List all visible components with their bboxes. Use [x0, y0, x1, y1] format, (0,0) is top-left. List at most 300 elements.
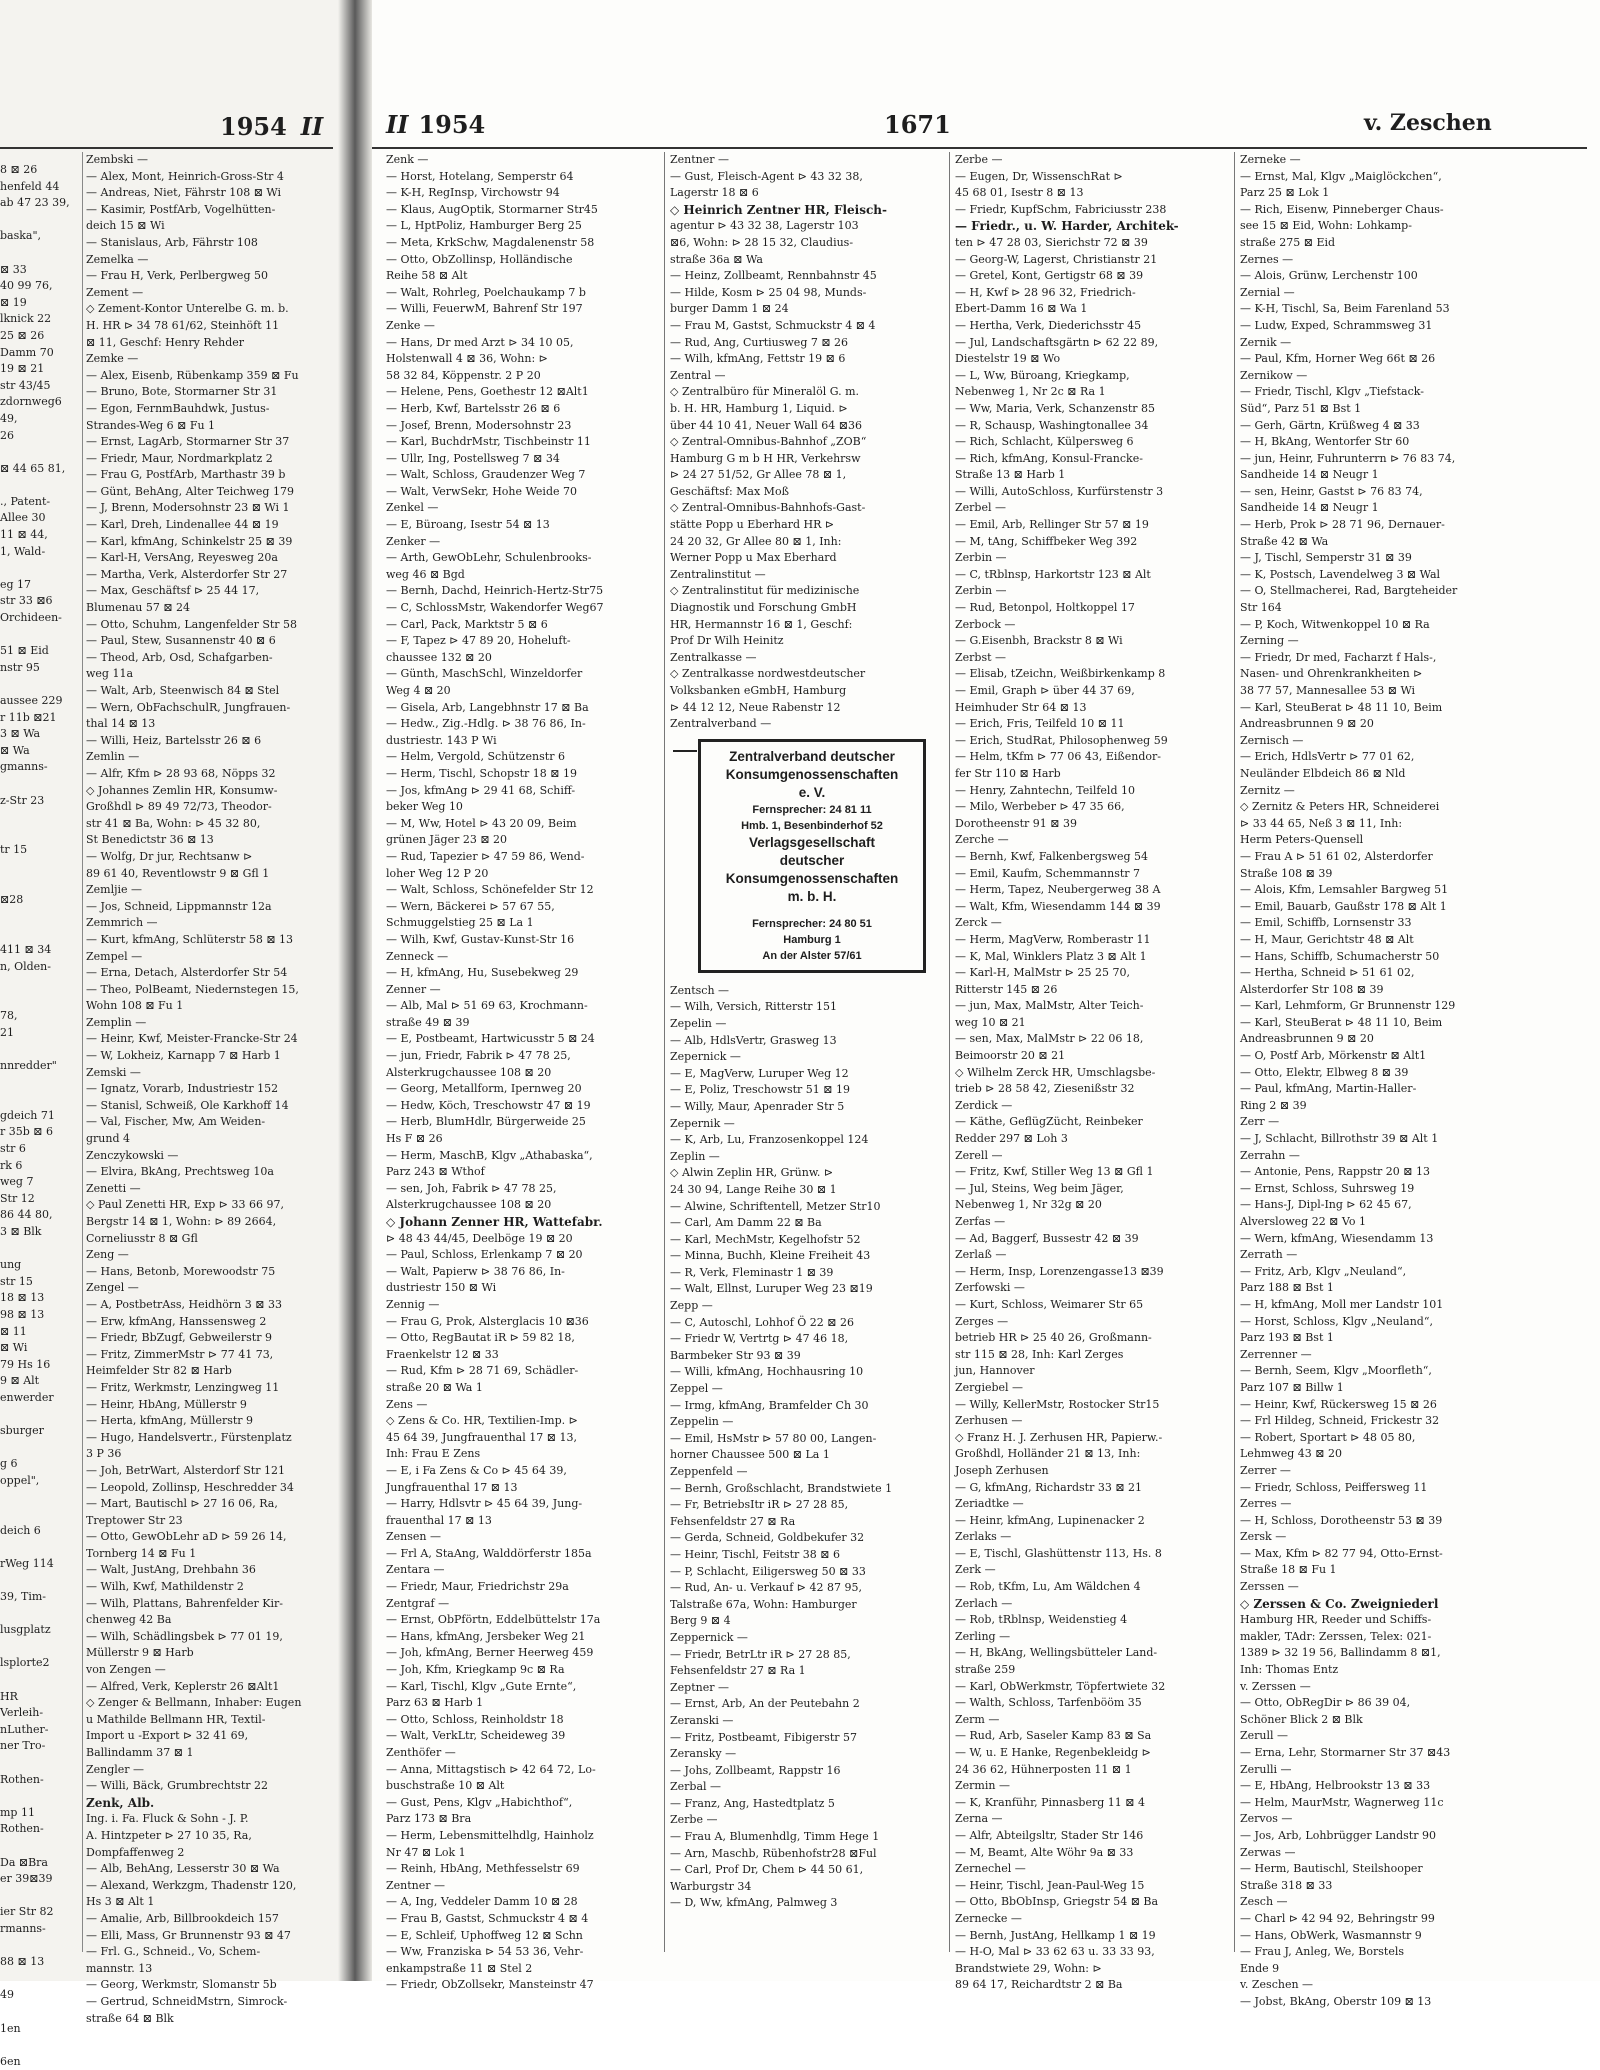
directory-entry-line: ab 47 23 39, — [0, 196, 70, 210]
directory-entry-line: 86 44 80, — [0, 1208, 53, 1222]
directory-entry-line: — Heinz, Zollbeamt, Rennbahnstr 45 — [670, 269, 877, 283]
directory-entry-line: — Alwine, Schriftentell, Metzer Str10 — [670, 1199, 881, 1213]
ad-address: Hmb. 1, Besenbinderhof 52 — [741, 819, 883, 832]
directory-entry-line: Holstenwall 4 ⊠ 36, Wohn: ⊳ — [386, 352, 548, 366]
directory-entry-line: — Emil, Kaufm, Schemmannstr 7 — [955, 866, 1141, 880]
column-divider — [1234, 152, 1235, 1952]
directory-entry-line: Neuländer Elbdeich 86 ⊠ Nld — [1240, 766, 1406, 780]
directory-entry-line: — Rob, tKfm, Lu, Am Wäldchen 4 — [955, 1580, 1141, 1594]
surname-heading: Zement — — [86, 285, 144, 299]
directory-entry-line: Rothen- — [0, 1822, 44, 1836]
directory-entry-line: — Friedr, ObZollsekr, Mansteinstr 47 — [386, 1978, 594, 1992]
surname-heading: Zerbin — — [955, 551, 1007, 565]
directory-entry-line: — Rud, Ang, Curtiusweg 7 ⊠ 26 — [670, 335, 849, 349]
directory-entry-line: Nebenweg 1, Nr 2c ⊠ Ra 1 — [955, 385, 1106, 399]
directory-entry-line: — Ernst, Schloss, Suhrsweg 19 — [1240, 1181, 1415, 1195]
directory-entry-line: — Friedr W, Vertrtg ⊳ 47 46 18, — [670, 1332, 849, 1346]
directory-entry-line: — E, MagVerw, Luruper Weg 12 — [670, 1066, 849, 1080]
directory-entry-line: — Herb, Kwf, Bartelsstr 26 ⊠ 6 — [386, 401, 561, 415]
directory-entry-line: — Frau H, Verk, Perlbergweg 50 — [86, 269, 268, 283]
directory-entry-line: — Erw, kfmAng, Hanssensweg 2 — [86, 1314, 267, 1328]
directory-entry-line: Verleih- — [0, 1706, 44, 1720]
directory-entry-line: — Alfred, Verk, Keplerstr 26 ⊠Alt1 — [86, 1679, 280, 1693]
directory-entry-line: ⊳ 33 44 65, Neß 3 ⊠ 11, Inh: — [1240, 816, 1403, 830]
directory-entry-line: weg 46 ⊠ Bgd — [386, 567, 465, 581]
surname-heading: Zentralverband — — [670, 717, 772, 731]
directory-entry-line: Straße 42 ⊠ Wa — [1240, 534, 1329, 548]
directory-entry-line: Warburgstr 34 — [670, 1879, 752, 1893]
directory-entry-line: loher Weg 12 P 20 — [386, 866, 489, 880]
ad-phone: Fernsprecher: 24 80 51 — [752, 917, 872, 930]
directory-entry-line: — Heinr, Tischl, Jean-Paul-Weg 15 — [955, 1878, 1145, 1892]
directory-entry-line: — Karl-H, MalMstr ⊳ 25 25 70, — [955, 966, 1130, 980]
directory-entry-line: — Otto, ObRegDir ⊳ 86 39 04, — [1240, 1696, 1411, 1710]
directory-entry-line: 88 ⊠ 13 — [0, 1955, 45, 1969]
directory-entry-line: Ebert-Damm 16 ⊠ Wa 1 — [955, 302, 1088, 316]
directory-entry-line: ⊠ Wi — [0, 1341, 28, 1355]
surname-heading: Zernisch — — [1240, 733, 1304, 747]
surname-heading: Zeranski — — [670, 1713, 734, 1727]
directory-entry-line: Parz 25 ⊠ Lok 1 — [1240, 186, 1330, 200]
surname-heading: Zennig — — [386, 1297, 440, 1311]
column-3 — [955, 152, 1229, 1992]
directory-entry-line: HR — [0, 1689, 18, 1703]
directory-entry-line: — E, i Fa Zens & Co ⊳ 45 64 39, — [386, 1463, 567, 1477]
directory-entry-line: — Irmg, kfmAng, Bramfelder Ch 30 — [670, 1398, 869, 1412]
directory-entry-line: Volksbanken eGmbH, Hamburg — [670, 684, 847, 697]
directory-entry-line: — Val, Fischer, Mw, Am Weiden- — [86, 1115, 266, 1129]
directory-entry-line: Lagerstr 18 ⊠ 6 — [670, 186, 759, 200]
column-divider — [949, 152, 950, 1952]
directory-entry-line: ◇ Zentralkasse nordwestdeutscher — [670, 667, 866, 681]
directory-entry-line: — O, Postf Arb, Mörkenstr ⊠ Alt1 — [1240, 1049, 1427, 1063]
directory-entry-line: — Herb, Prok ⊳ 28 71 96, Dernauer- — [1240, 518, 1445, 532]
directory-entry-line: — Otto, Schloss, Reinholdstr 18 — [386, 1712, 564, 1726]
surname-heading: Zeppernick — — [670, 1630, 748, 1644]
directory-entry-line: — Reinh, HbAng, Methfesselstr 69 — [386, 1862, 580, 1876]
header-rule — [372, 147, 1587, 149]
directory-entry-line: enkampstraße 11 ⊠ Stel 2 — [386, 1961, 533, 1975]
directory-entry-line: aussee 229 — [0, 694, 63, 707]
directory-entry-line: Wohn 108 ⊠ Fu 1 — [86, 999, 184, 1013]
directory-entry-line: — Wilh, kfmAng, Fettstr 19 ⊠ 6 — [670, 352, 846, 366]
directory-entry-line: — Karl, ObWerkmstr, Töpfertwiete 32 — [955, 1679, 1166, 1693]
directory-entry-line: — Walt, Schloss, Schönefelder Str 12 — [386, 883, 594, 897]
directory-entry-line: Brandstwiete 29, Wohn: ⊳ — [955, 1961, 1102, 1975]
directory-entry-line: — K-H, RegInsp, Virchowstr 94 — [386, 186, 560, 200]
directory-entry-line: Fraenkelstr 12 ⊠ 33 — [386, 1347, 499, 1361]
directory-entry-line: — Rud, An- u. Verkauf ⊳ 42 87 95, — [670, 1581, 862, 1595]
directory-entry-line: — Otto, Elektr, Elbweg 8 ⊠ 39 — [1240, 1065, 1409, 1079]
directory-entry-line: Import u -Export ⊳ 32 41 69, — [86, 1729, 249, 1743]
directory-entry-line: Alsterkrugchaussee 108 ⊠ 20 — [386, 1198, 552, 1212]
directory-entry-line: frauenthal 17 ⊠ 13 — [386, 1513, 492, 1527]
directory-entry-line: — Henry, Zahntechn, Teilfeld 10 — [955, 783, 1135, 797]
directory-entry-line: — Rich, Eisenw, Pinneberger Chaus- — [1240, 202, 1444, 216]
directory-entry-line: — Willi, FeuerwM, Bahrenf Str 197 — [386, 302, 583, 316]
directory-entry-line: Prof Dr Wilh Heinitz — [670, 634, 784, 648]
directory-entry-line: — J, Schlacht, Billrothstr 39 ⊠ Alt 1 — [1240, 1132, 1439, 1146]
directory-entry-line: str 43/45 — [0, 378, 51, 392]
directory-entry-line: ◇ Zentralinstitut für medizinische — [670, 584, 860, 598]
surname-heading: Zerrer — — [1240, 1463, 1291, 1477]
directory-entry-line — [0, 2004, 80, 2021]
surname-heading: Zeptner — — [670, 1680, 729, 1694]
directory-entry-line: — Wern, Bäckerei ⊳ 57 67 55, — [386, 899, 555, 913]
directory-entry-line: — Frau A ⊳ 51 61 02, Alsterdorfer — [1240, 849, 1433, 863]
directory-entry-line: er 39⊠39 — [0, 1872, 53, 1886]
directory-entry-line: lknick 22 — [0, 312, 52, 326]
directory-entry-line — [0, 1606, 80, 1623]
directory-entry-line: — Gertrud, SchneidMstrn, Simrock- — [86, 1994, 288, 2008]
directory-entry-line: lusgplatz — [0, 1623, 51, 1637]
directory-entry-line: ier Str 82 — [0, 1905, 54, 1919]
directory-entry-line: Sandheide 14 ⊠ Neugr 1 — [1240, 501, 1379, 515]
directory-entry-line — [0, 1539, 80, 1556]
directory-entry-line — [0, 1506, 80, 1523]
directory-entry-line: Dompfaffenweg 2 — [86, 1845, 185, 1859]
directory-entry-line: — Herb, BlumHdlr, Bürgerweide 25 — [386, 1115, 586, 1129]
directory-entry-line: — Friedr, Schloss, Peiffersweg 11 — [1240, 1480, 1428, 1494]
directory-entry-line: Jungfrauenthal 17 ⊠ 13 — [386, 1480, 518, 1494]
surname-heading: Zeplin — — [670, 1149, 720, 1163]
directory-entry-line — [0, 560, 80, 577]
directory-entry-line: ⊳ 44 12 12, Neue Rabenstr 12 — [670, 700, 841, 714]
surname-heading: Zentralkasse — — [670, 650, 757, 664]
directory-entry-line: Nr 47 ⊠ Lok 1 — [386, 1845, 466, 1859]
directory-entry-line: — Otto, BbObInsp, Griegstr 54 ⊠ Ba — [955, 1895, 1159, 1909]
surname-heading: Zerull — — [1240, 1729, 1289, 1743]
ad-name-line: Zentralverband deutscher — [729, 748, 895, 764]
directory-entry-line: — Hans, Betonb, Morewoodstr 75 — [86, 1264, 276, 1278]
directory-entry-line: burger Damm 1 ⊠ 24 — [670, 302, 789, 316]
directory-entry-line — [0, 859, 80, 876]
directory-entry-line: — Otto, GewObLehr aD ⊳ 59 26 14, — [86, 1530, 287, 1544]
surname-heading: Zenetti — — [86, 1181, 141, 1195]
directory-entry-line: — Fritz, ZimmerMstr ⊳ 77 41 73, — [86, 1347, 274, 1361]
directory-entry-line: Inh: Thomas Entz — [1240, 1663, 1339, 1677]
directory-entry-line: — Jos, Arb, Lohbrügger Landstr 90 — [1240, 1828, 1436, 1842]
directory-entry-line: — Klaus, AugOptik, Stormarner Str45 — [386, 202, 598, 216]
directory-entry-line: — Alex, Eisenb, Rübenkamp 359 ⊠ Fu — [86, 368, 299, 382]
surname-heading: Zerrahn — — [1240, 1148, 1300, 1162]
directory-entry-line: — Jobst, BkAng, Oberstr 109 ⊠ 13 — [1240, 1994, 1432, 2008]
directory-entry-line: — Karl, MechMstr, Kegelhofstr 52 — [670, 1232, 861, 1246]
directory-entry-line: Blumenau 57 ⊠ 24 — [86, 601, 191, 615]
directory-entry-line: — Frau G, PostfArb, Marthastr 39 b — [86, 468, 286, 482]
left-page-header — [220, 112, 323, 141]
directory-entry-line: Rothen- — [0, 1772, 44, 1786]
directory-entry-line: — M, tAng, Schiffbeker Weg 392 — [955, 534, 1138, 548]
directory-entry-line: — Hans, Dr med Arzt ⊳ 34 10 05, — [386, 335, 574, 349]
directory-entry-line: — Willi, Heiz, Bartelsstr 26 ⊠ 6 — [86, 733, 262, 747]
directory-entry-line: ◇ Heinrich Zentner HR, Fleisch- — [670, 202, 887, 217]
directory-entry-line: — Heinr, Kwf, Meister-Francke-Str 24 — [86, 1032, 298, 1046]
directory-entry-line: — Bernh, Dachd, Heinrich-Hertz-Str75 — [386, 584, 604, 598]
ad-company-line: m. b. H. — [787, 888, 837, 904]
directory-entry-line: — Gretel, Kont, Gertigstr 68 ⊠ 39 — [955, 269, 1144, 283]
directory-entry-line: grund 4 — [86, 1132, 131, 1146]
surname-heading: Zerbe — — [955, 153, 1003, 166]
directory-entry-line: — Walt, Ellnst, Luruper Weg 23 ⊠19 — [670, 1282, 873, 1296]
directory-entry-line: — Jos, Schneid, Lippmannstr 12a — [86, 899, 272, 913]
directory-entry-line: — Friedr, BetrLtr iR ⊳ 27 28 85, — [670, 1647, 851, 1661]
surname-heading: Zeppel — — [670, 1382, 723, 1396]
surname-heading: Zerres — — [1240, 1497, 1292, 1511]
directory-entry-line: — Friedr., u. W. Harder, Architek- — [955, 219, 1179, 234]
directory-entry-line: Alsterdorfer Str 108 ⊠ 39 — [1240, 982, 1384, 996]
directory-entry-line: — W, Lokheiz, Karnapp 7 ⊠ Harb 1 — [86, 1049, 281, 1063]
directory-entry-line: — Gust, Pens, Klgv „Habichthof“, — [386, 1795, 573, 1809]
directory-entry-line — [0, 925, 80, 942]
directory-entry-line: — Wilh, Kwf, Mathildenstr 2 — [86, 1580, 244, 1594]
directory-entry-line: Hamburg HR, Reeder und Schiffs- — [1240, 1613, 1432, 1627]
directory-entry-line: — Herta, kfmAng, Müllerstr 9 — [86, 1414, 254, 1428]
directory-entry-line: straße 20 ⊠ Wa 1 — [386, 1380, 483, 1394]
directory-entry-line: Str 164 — [1240, 601, 1282, 615]
directory-entry-line: — Frl Hildeg, Schneid, Frickestr 32 — [1240, 1414, 1440, 1428]
directory-entry-line: — Hilde, Kosm ⊳ 25 04 98, Munds- — [670, 285, 867, 299]
directory-entry-line: Str 12 — [0, 1191, 35, 1205]
directory-entry-line: — Otto, Schuhm, Langenfelder Str 58 — [86, 617, 298, 631]
directory-entry-line — [0, 477, 80, 494]
directory-entry-line: — sen, Max, MalMstr ⊳ 22 06 18, — [955, 1032, 1144, 1046]
surname-heading: Zerssen — — [1240, 1580, 1299, 1594]
surname-heading: Zeppenfeld — — [670, 1465, 748, 1478]
surname-heading: Zens — — [386, 1397, 428, 1411]
surname-heading: Zerell — — [955, 1148, 1003, 1162]
directory-entry-line: — Kurt, kfmAng, Schlüterstr 58 ⊠ 13 — [86, 932, 294, 946]
directory-entry-line: — G.Eisenbh, Brackstr 8 ⊠ Wi — [955, 634, 1123, 648]
directory-entry-line: 411 ⊠ 34 — [0, 942, 52, 956]
left-header-rule — [0, 147, 333, 149]
surname-heading: Zernechel — — [955, 1862, 1026, 1876]
directory-entry-line: Weg 4 ⊠ 20 — [386, 684, 451, 697]
directory-entry-line: — Alois, Grünw, Lerchenstr 100 — [1240, 269, 1418, 283]
surname-heading: Zentara — — [386, 1563, 445, 1577]
surname-heading: Zergiebel — — [955, 1380, 1024, 1394]
directory-entry-line — [0, 975, 80, 992]
directory-entry-line: — Mart, Bautischl ⊳ 27 16 06, Ra, — [86, 1497, 278, 1511]
directory-entry-line: weg 11a — [86, 667, 134, 681]
surname-heading: Zernitz — — [1240, 783, 1295, 797]
directory-entry-line: — Joh, BetrWart, Alsterdorf Str 121 — [86, 1463, 285, 1477]
directory-entry-line: ◇ Zerssen & Co. Zweigniederl — [1240, 1596, 1439, 1611]
directory-entry-line: — Alois, Kfm, Lemsahler Bargweg 51 — [1240, 883, 1449, 897]
directory-entry-line: 89 61 40, Reventlowstr 9 ⊠ Gfl 1 — [86, 866, 270, 880]
directory-entry-line: 39, Tim- — [0, 1590, 46, 1604]
directory-entry-line: — E, Tischl, Glashüttenstr 113, Hs. 8 — [955, 1546, 1162, 1560]
directory-entry-line: Müllerstr 9 ⊠ Harb — [86, 1646, 194, 1660]
directory-entry-line: — Robert, Sportart ⊳ 48 05 80, — [1240, 1430, 1416, 1444]
directory-entry-line: — Hans-J, Dipl-Ing ⊳ 62 45 67, — [1240, 1198, 1412, 1212]
directory-entry-line: — Arth, GewObLehr, Schulenbrooks- — [386, 551, 592, 565]
directory-entry-line: Parz 243 ⊠ Wthof — [386, 1165, 485, 1179]
directory-entry-line: — E, Büroang, Isestr 54 ⊠ 13 — [386, 518, 550, 532]
directory-entry-line: — jun, Heinr, Fuhrunterrn ⊳ 76 83 74, — [1240, 451, 1456, 465]
directory-entry-line — [0, 1838, 80, 1855]
directory-entry-line: — Helm, tKfm ⊳ 77 06 43, Eißendor- — [955, 750, 1161, 764]
directory-entry-line: — Carl, Pack, Marktstr 5 ⊠ 6 — [386, 617, 548, 631]
directory-entry-line: ⊳ 24 27 51/52, Gr Allee 78 ⊠ 1, — [670, 468, 847, 482]
directory-entry-line: str 33 ⊠6 — [0, 594, 53, 608]
directory-entry-line: Schmuggelstieg 25 ⊠ La 1 — [386, 916, 534, 930]
directory-entry-line: — G, kfmAng, Richardstr 33 ⊠ 21 — [955, 1480, 1143, 1494]
surname-heading: Zesch — — [1240, 1895, 1288, 1909]
directory-entry-line: g 6 — [0, 1457, 18, 1471]
directory-entry-line: — Friedr, KupfSchm, Fabriciusstr 238 — [955, 202, 1167, 216]
directory-entry-line: — Willy, KellerMstr, Rostocker Str15 — [955, 1397, 1160, 1411]
directory-entry-line — [0, 1075, 80, 1092]
directory-entry-line: — Walt, JustAng, Drehbahn 36 — [86, 1563, 256, 1577]
surname-heading: Zerdick — — [955, 1098, 1013, 1112]
directory-entry-line: — Minna, Buchh, Kleine Freiheit 43 — [670, 1249, 871, 1263]
advertisement-box — [698, 739, 926, 973]
column-2 — [670, 152, 944, 1952]
directory-entry-line: Beimoorstr 20 ⊠ 21 — [955, 1049, 1066, 1063]
surname-heading: Zerbock — — [955, 617, 1016, 631]
directory-entry-line: — Charl ⊳ 42 94 92, Behringstr 99 — [1240, 1911, 1435, 1925]
surname-heading: Zeriadtke — — [955, 1497, 1024, 1511]
directory-entry-line: — Frl A, StaAng, Walddörferstr 185a — [386, 1546, 592, 1560]
directory-entry-line: — Otto, ObZollinsp, Holländische — [386, 252, 573, 266]
directory-entry-line: — Herm, Lebensmittelhdlg, Hainholz — [386, 1828, 594, 1842]
directory-entry-line: — C, tRblnsp, Harkortstr 123 ⊠ Alt — [955, 567, 1151, 581]
directory-entry-line: 38 77 57, Mannesallee 53 ⊠ Wi — [1240, 684, 1416, 697]
surname-heading: Zerbe — — [670, 1813, 718, 1827]
surname-heading: Zenthöfer — — [386, 1746, 456, 1759]
directory-entry-line — [0, 992, 80, 1009]
directory-entry-line: r 35b ⊠ 6 — [0, 1125, 54, 1139]
surname-heading: Zemelka — — [86, 252, 149, 266]
surname-heading: Zentgraf — — [386, 1596, 450, 1610]
directory-entry-line: — Egon, FernmBauhdwk, Justus- — [86, 401, 270, 415]
directory-entry-line: ◇ Johannes Zemlin HR, Konsumw- — [86, 783, 278, 797]
surname-heading: Zerrenner — — [1240, 1347, 1312, 1361]
directory-entry-line: 21 — [0, 1025, 14, 1039]
directory-entry-line: 1en — [0, 2021, 21, 2035]
directory-entry-line: str 41 ⊠ Ba, Wohn: ⊳ 45 32 80, — [86, 816, 261, 830]
directory-entry-line: — Hedw, Köch, Treschowstr 47 ⊠ 19 — [386, 1098, 591, 1112]
surname-heading: Zernial — — [1240, 285, 1295, 299]
directory-entry-line: ⊠ 19 — [0, 295, 27, 309]
directory-entry-line: jun, Hannover — [955, 1364, 1035, 1378]
directory-entry-line: Parz 193 ⊠ Bst 1 — [1240, 1331, 1334, 1345]
directory-entry-line: — Erich, HdlsVertr ⊳ 77 01 62, — [1240, 750, 1415, 764]
header-issue — [386, 110, 485, 139]
surname-heading: Zenneck — — [386, 949, 449, 963]
directory-entry-line: — Rud, Tapezier ⊳ 47 59 86, Wend- — [386, 849, 585, 863]
directory-entry-line: nstr 95 — [0, 660, 40, 674]
directory-entry-line: — A, PostbetrAss, Heidhörn 3 ⊠ 33 — [86, 1297, 282, 1311]
directory-entry-line: — Frl. G., Schneid., Vo, Schem- — [86, 1945, 261, 1959]
directory-entry-line: deich 15 ⊠ Wi — [86, 219, 165, 233]
directory-entry-line: — H, kfmAng, Hu, Susebekweg 29 — [386, 966, 579, 980]
directory-entry-line: Geschäftsf: Max Moß — [670, 484, 789, 498]
surname-heading: v. Zerssen — — [1240, 1679, 1311, 1693]
directory-entry-line: see 15 ⊠ Eid, Wohn: Lohkamp- — [1240, 219, 1412, 233]
directory-entry-line: — K, Postsch, Lavendelweg 3 ⊠ Wal — [1240, 567, 1441, 581]
directory-entry-line: 45 64 39, Jungfrauenthal 17 ⊠ 13, — [386, 1430, 577, 1444]
directory-entry-line: — Gust, Fleisch-Agent ⊳ 43 32 38, — [670, 169, 863, 183]
directory-entry-line — [0, 1938, 80, 1955]
directory-entry-line: Joseph Zerhusen — [955, 1463, 1049, 1477]
directory-entry-line: ◇ Zenger & Bellmann, Inhaber: Eugen — [86, 1696, 302, 1710]
directory-entry-line: — Meta, KrkSchw, Magdalenenstr 58 — [386, 235, 595, 249]
directory-entry-line: — W, u. E Hanke, Regenbekleidg ⊳ — [955, 1746, 1151, 1759]
surname-heading: Zerbel — — [955, 501, 1006, 515]
directory-entry-line: — Ww, Franziska ⊳ 54 53 36, Vehr- — [386, 1945, 584, 1959]
directory-entry-line: weg 10 ⊠ 21 — [955, 1015, 1026, 1029]
column-divider — [664, 152, 665, 1952]
directory-entry-line: thal 14 ⊠ 13 — [86, 717, 156, 731]
directory-entry-line: — M, Beamt, Alte Wöhr 9a ⊠ 33 — [955, 1845, 1134, 1859]
directory-entry-line: — Karl-H, VersAng, Reyesweg 20a — [86, 551, 278, 565]
directory-entry-line: — Andreas, Niet, Fährstr 108 ⊠ Wi — [86, 186, 282, 200]
directory-entry-line: b. H. HR, Hamburg 1, Liquid. ⊳ — [670, 401, 848, 415]
surname-heading: Zerwas — — [1240, 1845, 1296, 1859]
directory-entry-line: — C, Autoschl, Lohhof Ö 22 ⊠ 26 — [670, 1315, 854, 1329]
surname-heading: Zerlaks — — [955, 1530, 1012, 1544]
surname-heading: Zenker — — [386, 534, 441, 548]
directory-entry-line: Großhdl, Holländer 21 ⊠ 13, Inh: — [955, 1447, 1141, 1461]
directory-entry-line: Zenk, Alb. — [86, 1795, 155, 1810]
directory-entry-line: — Wern, ObFachschulR, Jungfrauen- — [86, 700, 291, 714]
column-2-top — [670, 152, 944, 733]
directory-entry-line: str 15 — [0, 1274, 33, 1288]
header-year: 1954 — [418, 110, 486, 139]
directory-entry-line: — Emil, Arb, Rellinger Str 57 ⊠ 19 — [955, 518, 1149, 532]
directory-entry-line — [0, 245, 80, 262]
directory-entry-line: — Bernh, Großschlacht, Brandstwiete 1 — [670, 1481, 893, 1495]
directory-entry-line: Allee 30 — [0, 511, 46, 525]
directory-entry-line: — Friedr, Maur, Friedrichstr 29a — [386, 1580, 569, 1594]
directory-entry-line: — R, Verk, Fleminastr 1 ⊠ 39 — [670, 1265, 834, 1279]
surname-heading: Zemlin — — [86, 750, 140, 764]
left-margin-fragments — [0, 162, 80, 2070]
directory-entry-line: — Paul, Stew, Susannenstr 40 ⊠ 6 — [86, 634, 276, 648]
directory-entry-line: horner Chaussee 500 ⊠ La 1 — [670, 1448, 830, 1462]
directory-entry-line: Herm Peters-Quensell — [1240, 833, 1364, 847]
directory-entry-line: — Helene, Pens, Goethestr 12 ⊠Alt1 — [386, 385, 589, 399]
directory-entry-line: Alversloweg 22 ⊠ Vo 1 — [1240, 1215, 1366, 1228]
directory-entry-line: — H, Kwf ⊳ 28 96 32, Friedrich- — [955, 285, 1136, 299]
directory-entry-line: Hs 3 ⊠ Alt 1 — [86, 1895, 155, 1909]
book-gutter — [338, 0, 372, 1981]
directory-entry-line — [0, 1788, 80, 1805]
directory-entry-line: ⊠ 44 65 81, — [0, 461, 66, 475]
directory-entry-line: — Franz, Ang, Hastedtplatz 5 — [670, 1796, 835, 1810]
directory-entry-line: — Rob, tRblnsp, Weidenstieg 4 — [955, 1613, 1128, 1627]
surname-heading: Zepernik — — [670, 1116, 735, 1130]
directory-entry-line: — Theod, Arb, Osd, Schafgarben- — [86, 650, 273, 664]
directory-entry-line: 24 30 94, Lange Reihe 30 ⊠ 1 — [670, 1182, 837, 1196]
directory-entry-line: 45 68 01, Isestr 8 ⊠ 13 — [955, 186, 1084, 200]
directory-entry-line: ., Patent- — [0, 494, 51, 508]
directory-entry-line: 78, — [0, 1009, 18, 1023]
directory-entry-line: 58 32 84, Köppenstr. 2 P 20 — [386, 368, 541, 382]
directory-entry-line — [0, 1241, 80, 1258]
directory-entry-line — [0, 1490, 80, 1507]
surname-heading: Zerbal — — [670, 1780, 722, 1794]
directory-entry-line: str 6 — [0, 1142, 26, 1156]
directory-entry-line: 40 99 76, — [0, 279, 53, 293]
surname-heading: Zeransky — — [670, 1747, 737, 1761]
directory-entry-line: ung — [0, 1258, 22, 1272]
directory-entry-line: — Elli, Mass, Gr Brunnenstr 93 ⊠ 47 — [86, 1928, 291, 1942]
directory-entry-line: — Karl, Dreh, Lindenallee 44 ⊠ 19 — [86, 518, 279, 532]
directory-entry-line: Redder 297 ⊠ Loh 3 — [955, 1132, 1068, 1146]
